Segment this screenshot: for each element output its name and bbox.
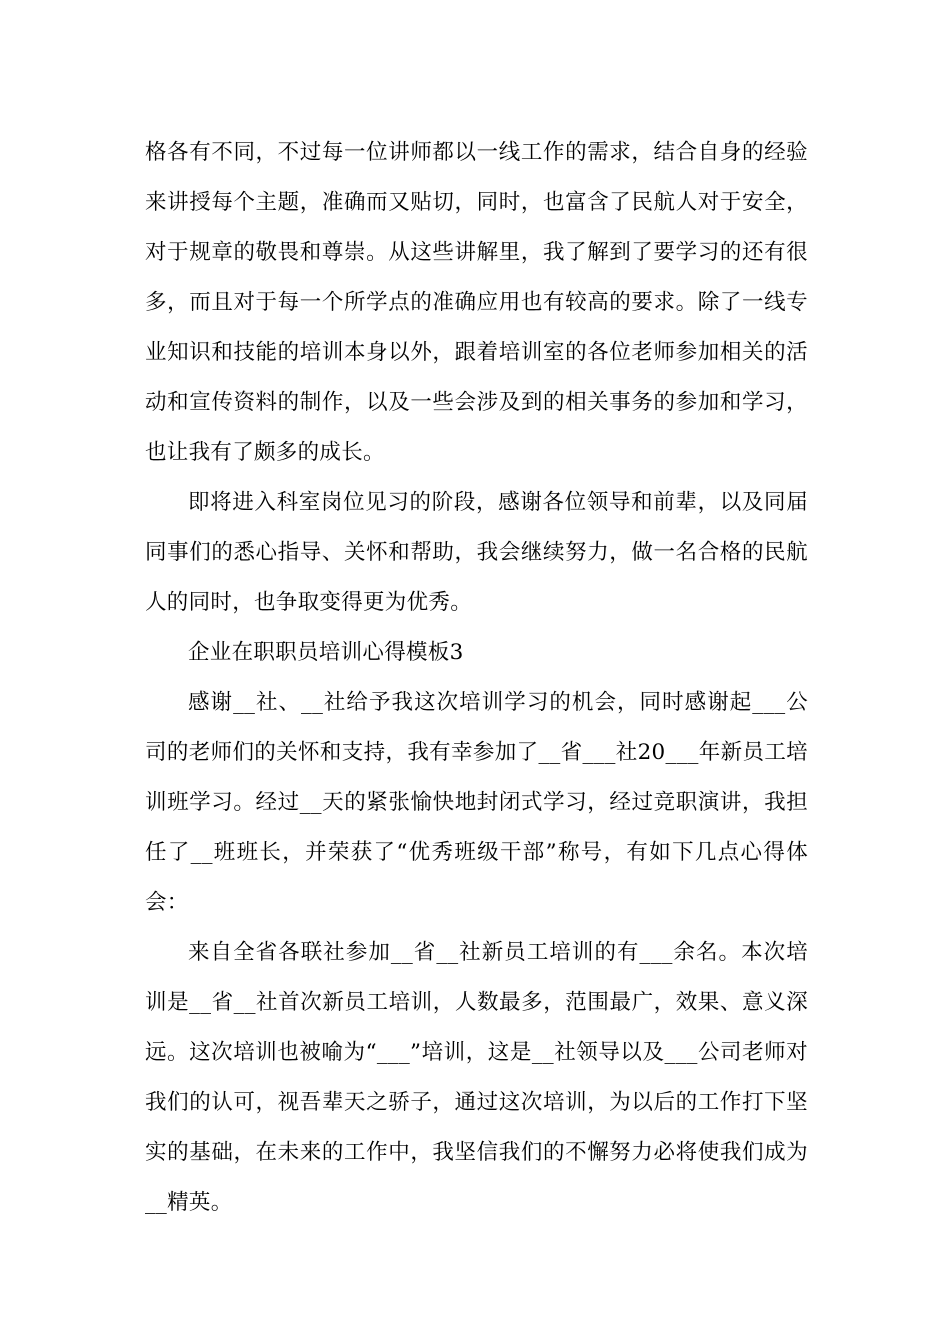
paragraph-training: 来自全省各联社参加__省__社新员工培训的有___余名。本次培训是__省__社首次新员工培训，人数最多，范围最广，效果、意义深远。这次培训也被喻为“___”培训，这是__社领导以及___公司老师对我们的认可，视吾辈天之骄子，通过这次培训，为以后的工作打下坚实的基础，在未来的工作中，我坚信我们的不懈努力必将使我们成为__精英。 — [145, 940, 808, 1215]
document-body — [145, 128, 808, 1228]
paragraph-thanks: 即将进入科室岗位见习的阶段，感谢各位领导和前辈，以及同届同事们的悉心指导、关怀和帮助，我会继续努力，做一名合格的民航人的同时，也争取变得更为优秀。 — [145, 490, 808, 615]
section-heading: 企业在职职员培训心得模板3 — [188, 640, 464, 665]
paragraph-continued: 格各有不同，不过每一位讲师都以一线工作的需求，结合自身的经验来讲授每个主题，准确而又贴切，同时，也富含了民航人对于安全，对于规章的敬畏和尊崇。从这些讲解里，我了解到了要学习的还有很多，而且对于每一个所学点的准确应用也有较高的要求。除了一线专业知识和技能的培训本身以外，跟着培训室的各位老师参加相关的活动和宣传资料的制作，以及一些会涉及到的相关事务的参加和学习，也让我有了颇多的成长。 — [145, 140, 808, 465]
paragraph-intro: 感谢__社、__社给予我这次培训学习的机会，同时感谢起___公司的老师们的关怀和支持，我有幸参加了__省___社20___年新员工培训班学习。经过__天的紧张愉快地封闭式学习，经过竞职演讲，我担任了__班班长，并荣获了“优秀班级干部”称号，有如下几点心得体会： — [145, 690, 808, 915]
